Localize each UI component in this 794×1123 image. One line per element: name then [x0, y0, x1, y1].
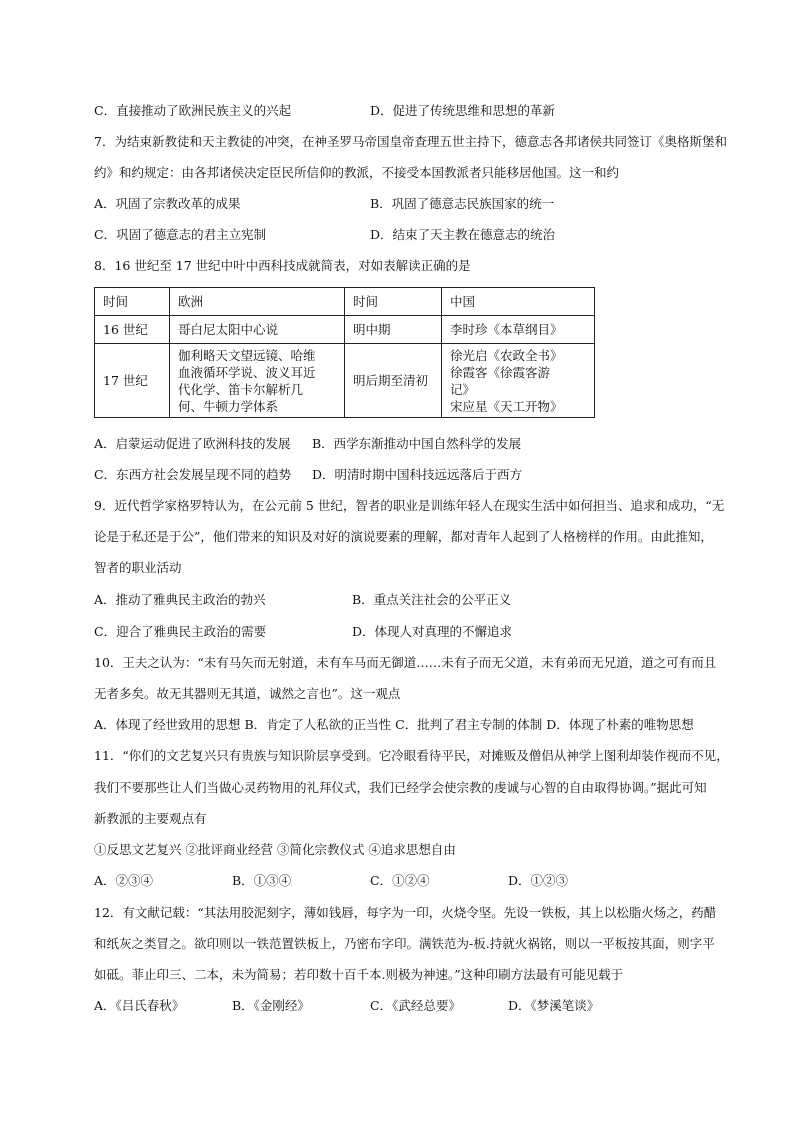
q7-stem-line-2: 约》和约规定：由各邦诸侯决定臣民所信仰的教派，不接受本国教派者只能移居他国。这一和约: [94, 165, 620, 180]
q9-option-d: D．体现人对真理的不懈追求: [352, 624, 513, 639]
q8-stem: 8．16 世纪至 17 世纪中叶中西科技成就简表，对如表解读正确的是: [94, 258, 471, 273]
q11-items: ①反思文艺复兴 ②批评商业经营 ③简化宗教仪式 ④追求思想自由: [94, 842, 456, 857]
q10-stem-line-2: 无者多矣。故无其器则无其道，诚然之言也”。这一观点: [94, 686, 401, 701]
table-cell: 李时珍《本草纲目》: [442, 316, 595, 344]
q12-stem-line-3: 如砥。菲止印三、二本，未为简易；若印数十百千本.则极为神速。”这种印刷方法最有可能见载于: [94, 967, 624, 982]
table-cell: [442, 344, 595, 418]
table-cell: 17 世纪: [95, 344, 170, 418]
table-cell: 16 世纪: [95, 316, 170, 344]
cell-line: 徐霞客《徐霞客游: [450, 364, 551, 380]
q9-stem-line-3: 智者的职业活动: [94, 560, 182, 575]
q9-stem-line-1: 9．近代哲学家格罗特认为，在公元前 5 世纪，智者的职业是训练年轻人在现实生活中如何担当、追求和成功，“无: [94, 498, 725, 513]
q7-option-b: B．巩固了德意志民族国家的统一: [370, 196, 555, 211]
q9-option-a: A．推动了雅典民主政治的勃兴: [94, 592, 266, 607]
q8-option-b: B．西学东渐推动中国自然科学的发展: [312, 436, 522, 451]
cell-line: 代化学、笛卡尔解析几: [178, 381, 304, 397]
cell-line: 血液循环学说、波义耳近: [178, 364, 316, 380]
q8-option-c: C．东西方社会发展呈现不同的趋势: [94, 467, 292, 482]
q8-option-a: A．启蒙运动促进了欧洲科技的发展: [94, 436, 291, 451]
q12-option-b: B．《金刚经》: [232, 998, 310, 1013]
table-row: [95, 344, 595, 418]
cell-line: 记》: [450, 381, 476, 397]
q12-option-d: D．《梦溪笔谈》: [508, 998, 600, 1013]
table-cell: [170, 344, 345, 418]
table-cell: 明中期: [345, 316, 442, 344]
q11-stem-line-2: 我们不要那些让人们当做心灵药物用的礼拜仪式，我们已经学会使宗教的虔诚与心智的自由取得协调。”据此可知: [94, 780, 707, 795]
q7-option-c: C．巩固了德意志的君主立宪制: [94, 227, 267, 242]
table-header: 时间: [95, 288, 170, 316]
table-row: [95, 316, 595, 344]
q7-option-d: D．结束了天主教在德意志的统治: [370, 227, 556, 242]
cell-line: 何、牛顿力学体系: [178, 398, 279, 414]
cell-line: 宋应星《天工开物》: [450, 398, 563, 414]
q10-stem-line-1: 10．王夫之认为：“未有马矢而无射道，未有车马而无御道……未有子而无父道，未有弟而无兄道，道之可有而且: [94, 655, 717, 670]
q6-option-c: C．直接推动了欧洲民族主义的兴起: [94, 103, 292, 118]
q9-stem-line-2: 论是于私还是于公”，他们带来的知识及对好的演说要素的理解，都对青年人起到了人格榜样的作用。由此推知，: [94, 529, 713, 544]
q8-option-d: D．明清时期中国科技远远落后于西方: [312, 467, 523, 482]
q7-stem-line-1: 7．为结束新教徒和天主教徒的冲突，在神圣罗马帝国皇帝查理五世主持下，德意志各邦诸侯共同签订《奥格斯堡和: [94, 134, 727, 149]
table-cell: 明后期至清初: [345, 344, 442, 418]
q12-stem-line-1: 12．有文献记载：“其法用胶泥刻字，薄如钱唇，每字为一印，火烧令坚。先设一铁板，其上以松脂火炀之，药醋: [94, 905, 717, 920]
table-header: 欧洲: [170, 288, 345, 316]
q11-option-b: B．①③④: [232, 873, 292, 888]
q10-options: A．体现了经世致用的思想 B．肯定了人私欲的正当性 C．批判了君主专制的体制 D．体现了朴素的唯物思想: [94, 717, 694, 732]
q12-option-c: C．《武经总要》: [370, 998, 461, 1013]
q11-option-c: C．①②④: [370, 873, 430, 888]
cell-line: 徐光启《农政全书》: [450, 347, 563, 363]
q8-table: [94, 287, 595, 418]
cell-line: 伽利略天文望远镜、哈维: [178, 347, 316, 363]
table-cell: 哥白尼太阳中心说: [170, 316, 345, 344]
q11-option-d: D．①②③: [508, 873, 569, 888]
q12-option-a: A．《吕氏春秋》: [94, 998, 185, 1013]
table-header: 时间: [345, 288, 442, 316]
q7-option-a: A．巩固了宗教改革的成果: [94, 196, 241, 211]
q11-stem-line-3: 新教派的主要观点有: [94, 811, 207, 826]
q9-option-b: B．重点关注社会的公平正义: [352, 592, 512, 607]
q12-stem-line-2: 和纸灰之类冒之。欲印则以一铁范置铁板上，乃密布字印。满铁范为-板.持就火祸铭，则以一平板按其面，则字平: [94, 936, 715, 951]
q11-option-a: A．②③④: [94, 873, 154, 888]
q11-stem-line-1: 11．“你们的文艺复兴只有贵族与知识阶层享受到。它冷眼看待平民，对摊贩及僧侣从神学上图利却装作视而不见，: [94, 748, 729, 763]
q6-option-d: D．促进了传统思维和思想的革新: [370, 103, 556, 118]
table-header: 中国: [442, 288, 595, 316]
q9-option-c: C．迎合了雅典民主政治的需要: [94, 624, 267, 639]
